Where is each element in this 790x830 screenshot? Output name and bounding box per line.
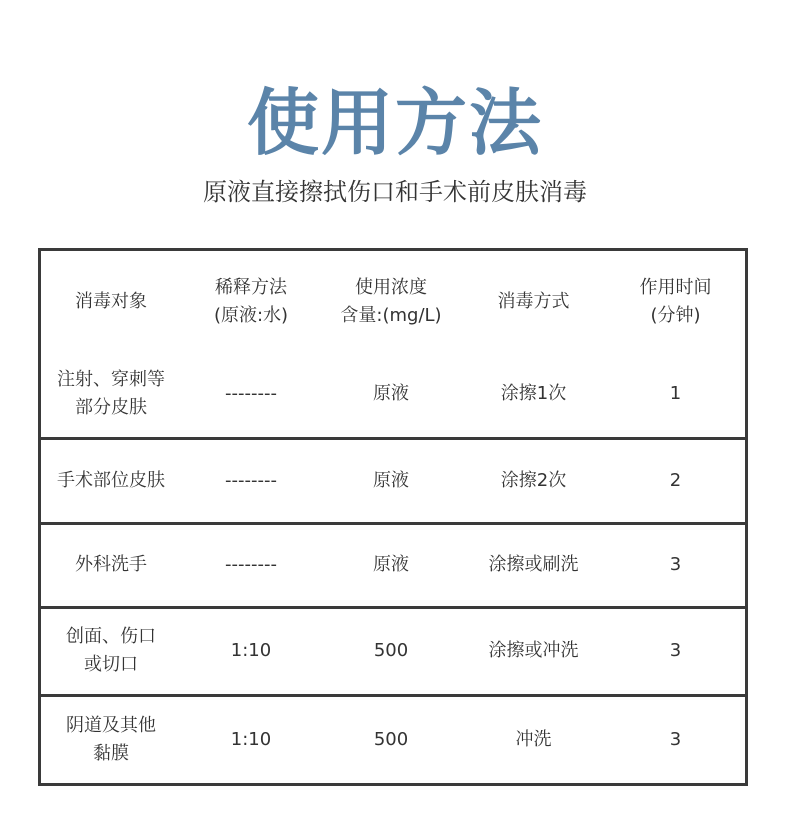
cell-time: 3 <box>669 728 682 750</box>
cell-dilution: 1:10 <box>230 728 272 750</box>
cell-method: 涂擦或刷洗 <box>488 554 579 575</box>
cell-target-line: 阴道及其他 <box>66 714 156 736</box>
column-header-line: 消毒对象 <box>75 290 147 312</box>
cell-target <box>41 607 181 695</box>
column-header-line: 稀释方法 <box>215 276 287 298</box>
cell-time: 3 <box>669 554 682 575</box>
cell-method: 冲洗 <box>515 728 552 750</box>
cell-time: 2 <box>669 469 682 491</box>
cell-concentration: 500 <box>373 640 409 661</box>
cell-target <box>41 523 181 607</box>
column-header-target <box>41 251 181 352</box>
cell-dilution: -------- <box>225 469 277 491</box>
table-header-row <box>41 251 745 352</box>
cell-target <box>41 438 181 523</box>
cell-concentration: 500 <box>373 728 409 750</box>
cell-target <box>41 695 181 783</box>
cell-target-line: 部分皮肤 <box>75 397 147 419</box>
cell-method: 涂擦或冲洗 <box>488 640 579 661</box>
table-row <box>41 607 745 695</box>
table-row <box>41 523 745 607</box>
cell-dilution: -------- <box>225 383 277 405</box>
column-header-subline: 含量:(mg/L) <box>340 304 442 326</box>
column-header-line: 消毒方式 <box>497 290 570 312</box>
cell-concentration: 原液 <box>373 383 409 405</box>
cell-time: 1 <box>669 383 682 405</box>
usage-table <box>38 248 748 786</box>
table-row <box>41 695 745 783</box>
table-row <box>41 438 745 523</box>
column-header-subline: (原液:水) <box>213 304 289 326</box>
cell-time: 3 <box>669 640 682 661</box>
column-header-method <box>461 251 606 352</box>
column-header-line: 作用时间 <box>639 276 712 298</box>
column-header-dilution <box>181 251 321 352</box>
usage-table-grid <box>41 251 745 783</box>
cell-concentration: 原液 <box>373 469 409 491</box>
page-title: 使用方法 <box>246 81 543 165</box>
cell-dilution: -------- <box>225 554 277 575</box>
cell-concentration: 原液 <box>373 554 409 575</box>
cell-target-line: 手术部位皮肤 <box>57 469 165 491</box>
column-header-subline: (分钟) <box>650 304 701 326</box>
table-row <box>41 352 745 438</box>
cell-target-line: 黏膜 <box>93 742 129 764</box>
cell-target <box>41 352 181 438</box>
column-header-line: 使用浓度 <box>355 276 427 298</box>
cell-target-line: 创面、伤口 <box>66 626 156 647</box>
cell-method: 涂擦2次 <box>500 469 567 491</box>
column-header-time <box>606 251 745 352</box>
cell-target-line: 注射、穿刺等 <box>57 369 165 391</box>
cell-target-line: 或切口 <box>84 654 138 675</box>
cell-method: 涂擦1次 <box>500 383 567 405</box>
column-header-concentration <box>321 251 461 352</box>
cell-dilution: 1:10 <box>230 640 272 661</box>
cell-target-line: 外科洗手 <box>75 554 147 575</box>
page-subtitle: 原液直接擦拭伤口和手术前皮肤消毒 <box>203 178 587 206</box>
